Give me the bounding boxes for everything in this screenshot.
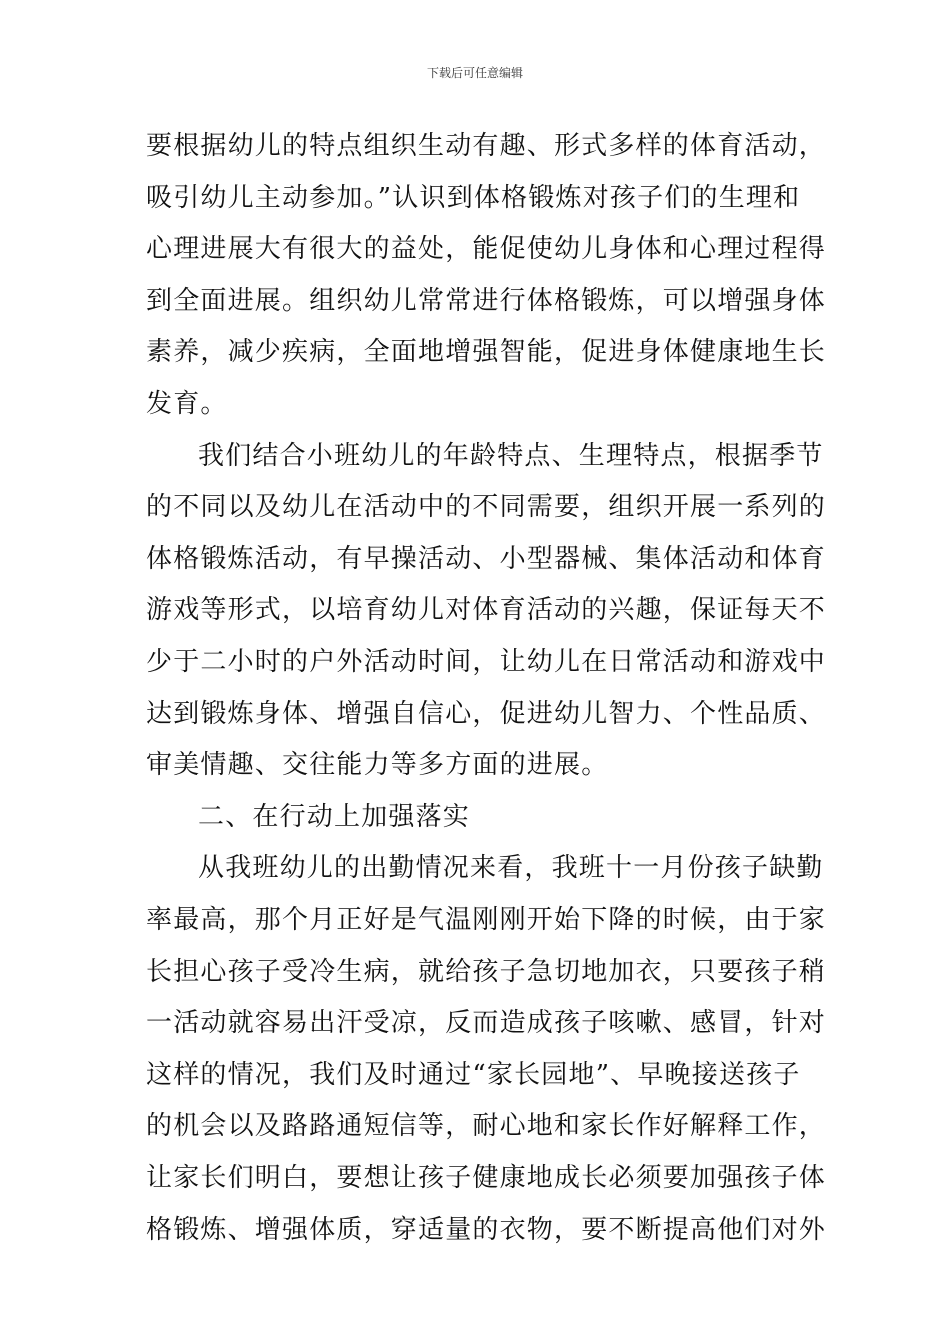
text-line: 到全面进展。组织幼儿常常进行体格锻炼，可以增强身体: [146, 285, 827, 316]
text-line: 这样的情况，我们及时通过“家长园地”、早晚接送孩子: [146, 1059, 801, 1090]
text-line: 游戏等形式，以培育幼儿对体育活动的兴趣，保证每天不: [146, 595, 827, 626]
text-line: 吸引幼儿主动参加。”认识到体格锻炼对孩子们的生理和: [146, 182, 801, 213]
text-line: 体格锻炼活动，有早操活动、小型器械、集体活动和体育: [146, 543, 827, 574]
text-line: 发育。: [146, 389, 228, 419]
text-line: 我们结合小班幼儿的年龄特点、生理特点，根据季节: [198, 440, 824, 471]
text-line: 率最高，那个月正好是气温刚刚开始下降的时候，由于家: [146, 905, 827, 935]
page-header: 下载后可任意编辑: [426, 66, 523, 80]
text-line: 少于二小时的户外活动时间，让幼儿在日常活动和游戏中: [146, 647, 827, 677]
text-line: 的不同以及幼儿在活动中的不同需要，组织开展一系列的: [146, 492, 827, 523]
text-line: 二、在行动上加强落实: [198, 801, 471, 832]
text-line: 让家长们明白，要想让孩子健康地成长必须要加强孩子体: [146, 1163, 827, 1193]
text-line: 要根据幼儿的特点组织生动有趣、形式多样的体育活动，: [146, 131, 827, 161]
text-line: 素养，减少疾病，全面地增强智能，促进身体健康地生长: [146, 337, 827, 368]
text-line: 格锻炼、增强体质，穿适量的衣物，要不断提高他们对外: [146, 1214, 827, 1245]
text-line: 达到锻炼身体、增强自信心，促进幼儿智力、个性品质、: [146, 698, 827, 729]
text-line: 审美情趣、交往能力等多方面的进展。: [146, 750, 609, 781]
text-line: 从我班幼儿的出勤情况来看，我班十一月份孩子缺勤: [198, 853, 824, 884]
text-line: 一活动就容易出汗受凉，反而造成孩子咳嗽、感冒，针对: [146, 1008, 827, 1039]
text-line: 长担心孩子受冷生病，就给孩子急切地加衣，只要孩子稍: [146, 956, 827, 987]
text-line: 的机会以及路路通短信等，耐心地和家长作好解释工作，: [146, 1111, 827, 1142]
text-line: 心理进展大有很大的益处，能促使幼儿身体和心理过程得: [146, 234, 827, 265]
